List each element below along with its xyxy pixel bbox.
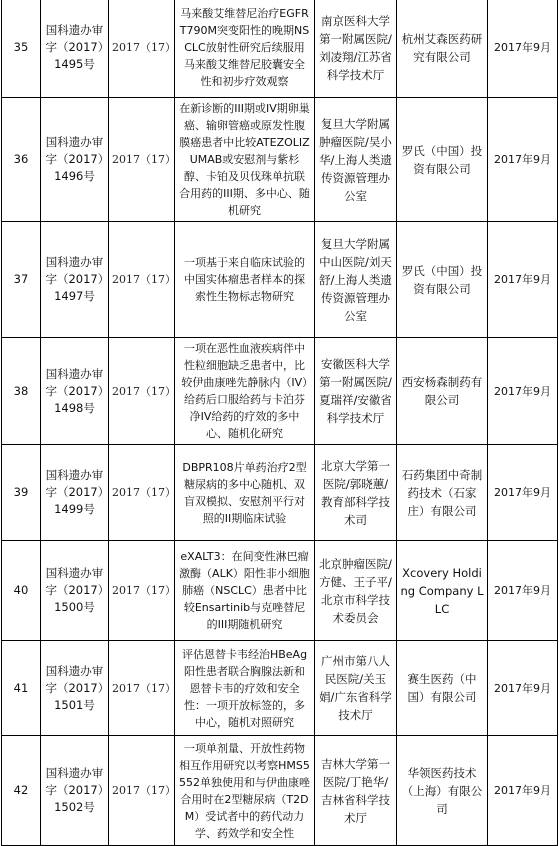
project-title: 马来酸艾维替尼治疗EGFR T790M突变阳性的晚期NSCLC放射性研究后续服用马来酸艾维替尼胶囊安全性和初步疗效观察 [175,0,315,98]
institution: 复旦大学附属肿瘤医院/吴小华/上海人类遗传资源管理办公室 [315,98,397,222]
company: 罗氏（中国）投资有限公司 [397,98,488,222]
row-number: 35 [2,0,41,98]
approval-date: 2017年9月 [488,98,558,222]
approval-number: 国科遗办审字（2017）1496号 [41,98,109,222]
institution: 复旦大学附属中山医院/刘天舒/上海人类遗传资源管理办公室 [315,222,397,338]
company: Xcovery Holding Company LLC [397,541,488,641]
institution: 北京大学第一医院/郭晓蕙/教育部科学技术司 [315,445,397,541]
table-row [2,541,558,641]
approval-date: 2017年9月 [488,541,558,641]
table-row [2,736,558,846]
company: 杭州艾森医药研究有限公司 [397,0,488,98]
approval-date: 2017年9月 [488,222,558,338]
project-title: 一项基于来自临床试验的中国实体瘤患者样本的探索性生物标志物研究 [175,222,315,338]
company: 赛生医药（中国）有限公司 [397,641,488,736]
approval-date: 2017年9月 [488,445,558,541]
table-row [2,445,558,541]
institution: 南京医科大学第一附属医院/刘凌翔/江苏省科学技术厅 [315,0,397,98]
institution: 广州市第八人民医院/关玉娟/广东省科学技术厅 [315,641,397,736]
institution: 吉林大学第一医院/丁艳华/吉林省科学技术厅 [315,736,397,846]
approval-date: 2017年9月 [488,0,558,98]
project-title: 一项在恶性血液疾病伴中性粒细胞缺乏患者中，比较伊曲康唑先静脉内（IV）给药后口服给药与卡泊芬净IV给药的疗效的多中心、随机化研究 [175,338,315,445]
row-number: 37 [2,222,41,338]
row-number: 39 [2,445,41,541]
row-number: 40 [2,541,41,641]
batch-year: 2017（17） [109,338,175,445]
project-title: DBPR108片单药治疗2型糖尿病的多中心随机、双盲双模拟、安慰剂平行对照的II期临床试验 [175,445,315,541]
batch-year: 2017（17） [109,541,175,641]
table-row [2,641,558,736]
table-row [2,338,558,445]
company: 华领医药技术（上海）有限公司 [397,736,488,846]
institution: 安徽医科大学第一附属医院/夏瑞祥/安徽省科学技术厅 [315,338,397,445]
approval-date: 2017年9月 [488,338,558,445]
company: 石药集团中奇制药技术（石家庄）有限公司 [397,445,488,541]
batch-year: 2017（17） [109,445,175,541]
table-row [2,0,558,98]
approval-number: 国科遗办审字（2017）1497号 [41,222,109,338]
project-title: 一项单剂量、开放性药物相互作用研究以考察HMS5552单独使用和与伊曲康唑合用时在2型糖尿病（T2DM）受试者中的药代动力学、药效学和安全性 [175,736,315,846]
batch-year: 2017（17） [109,98,175,222]
approval-number: 国科遗办审字（2017）1499号 [41,445,109,541]
institution: 北京肿瘤医院/方健、王子平/北京市科学技术委员会 [315,541,397,641]
approval-number: 国科遗办审字（2017）1502号 [41,736,109,846]
row-number: 42 [2,736,41,846]
project-title: 评估恩替卡韦经治HBeAg阳性患者联合胸腺法新和恩替卡韦的疗效和安全性：一项开放标签的，多中心，随机对照研究 [175,641,315,736]
batch-year: 2017（17） [109,641,175,736]
approval-table [1,0,558,846]
company: 西安杨森制药有限公司 [397,338,488,445]
row-number: 38 [2,338,41,445]
approval-date: 2017年9月 [488,736,558,846]
project-title: eXALT3：在间变性淋巴瘤激酶（ALK）阳性非小细胞肺癌（NSCLC）患者中比较Ensartinib与克唑替尼的III期随机研究 [175,541,315,641]
company: 罗氏（中国）投资有限公司 [397,222,488,338]
batch-year: 2017（17） [109,736,175,846]
table-row [2,222,558,338]
row-number: 36 [2,98,41,222]
project-title: 在新诊断的III期或IV期卵巢癌、输卵管癌或原发性腹膜癌患者中比较ATEZOLIZUMAB或安慰剂与紫杉醇、卡铂及贝伐珠单抗联合用药的III期、多中心、随机研究 [175,98,315,222]
batch-year: 2017（17） [109,222,175,338]
approval-number: 国科遗办审字（2017）1498号 [41,338,109,445]
approval-number: 国科遗办审字（2017）1501号 [41,641,109,736]
batch-year: 2017（17） [109,0,175,98]
approval-number: 国科遗办审字（2017）1495号 [41,0,109,98]
row-number: 41 [2,641,41,736]
table-row [2,98,558,222]
approval-number: 国科遗办审字（2017）1500号 [41,541,109,641]
approval-date: 2017年9月 [488,641,558,736]
